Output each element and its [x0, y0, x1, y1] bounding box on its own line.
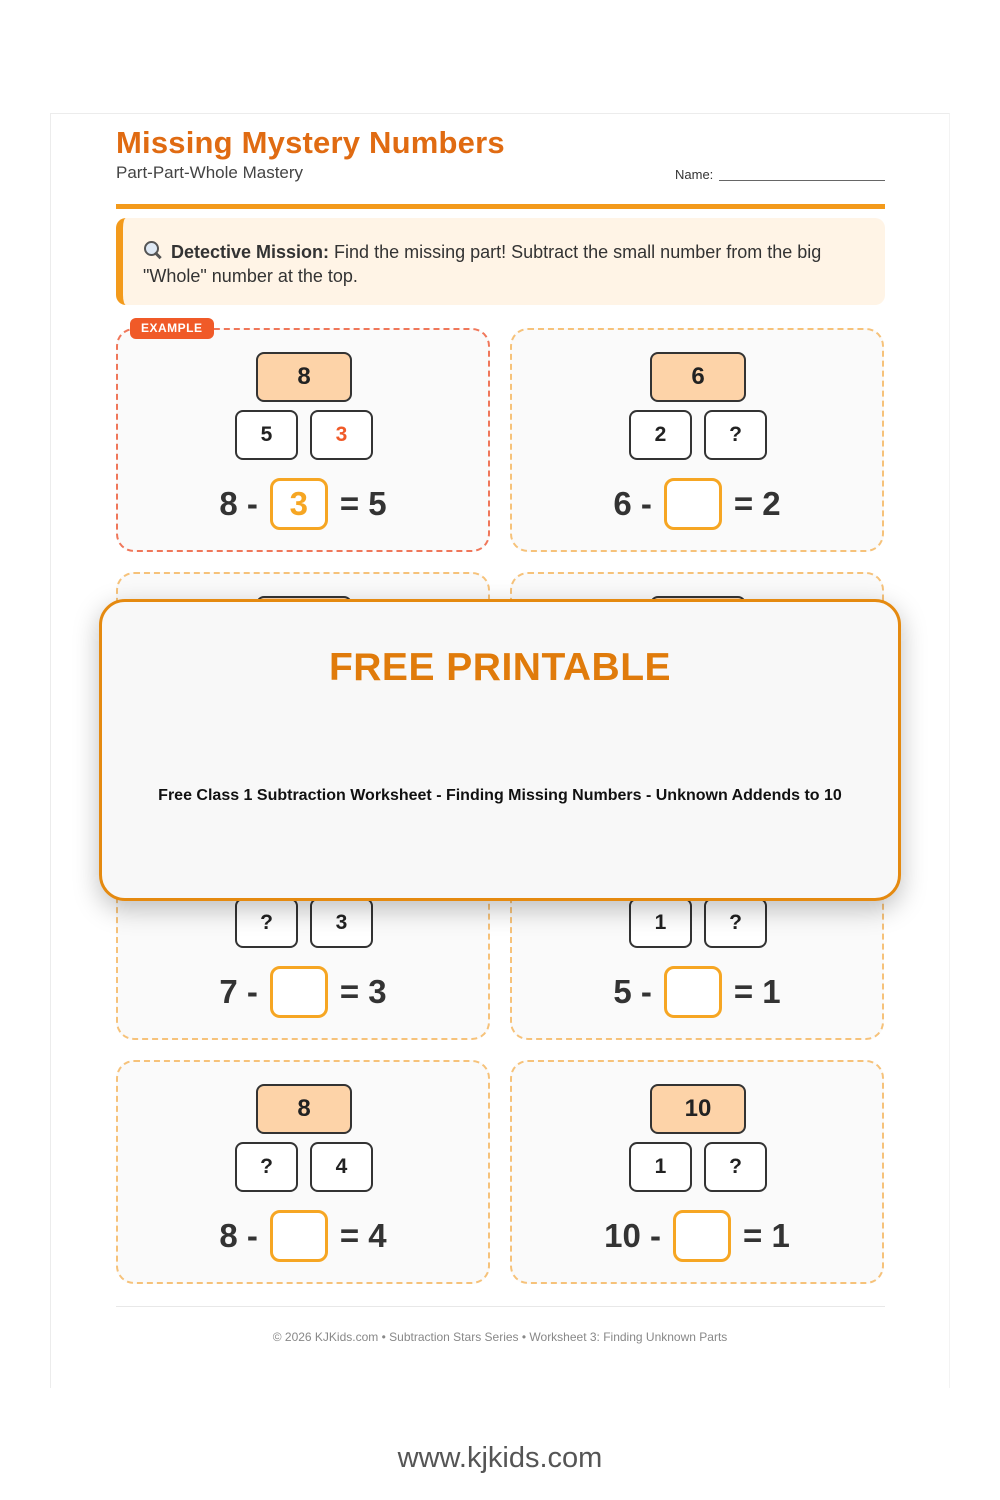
page-subtitle: Part-Part-Whole Mastery — [116, 163, 304, 182]
name-line — [719, 180, 885, 181]
equation — [118, 1210, 488, 1262]
part-box-right: 3 — [310, 410, 373, 460]
name-label: Name: — [675, 167, 714, 182]
problem-card — [116, 1060, 490, 1284]
whole-box: 10 — [650, 1084, 746, 1134]
equation-right: = 1 — [733, 973, 781, 1010]
answer-box[interactable] — [664, 478, 722, 530]
whole-box: 8 — [256, 352, 352, 402]
equation-right: = 3 — [339, 973, 387, 1010]
website-link[interactable]: www.kjkids.com — [397, 1442, 603, 1474]
answer-box[interactable] — [664, 966, 722, 1018]
equation-right: = 4 — [339, 1217, 387, 1254]
problem-card-example — [116, 328, 490, 552]
footer-divider — [116, 1306, 885, 1307]
equation — [512, 966, 882, 1018]
banner-title: FREE PRINTABLE — [328, 646, 672, 689]
part-box-right: 3 — [310, 898, 373, 948]
part-box-left: 1 — [629, 1142, 692, 1192]
magnifier-icon — [143, 241, 163, 259]
free-printable-banner — [99, 599, 901, 901]
equation-left: 7 - — [219, 973, 258, 1010]
whole-box: 8 — [256, 1084, 352, 1134]
equation — [512, 1210, 882, 1262]
part-box-left: ? — [235, 1142, 298, 1192]
part-box-left: ? — [235, 898, 298, 948]
equation-right: = 5 — [339, 485, 387, 522]
part-box-left: 2 — [629, 410, 692, 460]
page-title: Missing Mystery Numbers — [116, 125, 505, 160]
part-box-left: 1 — [629, 898, 692, 948]
part-box-right: 4 — [310, 1142, 373, 1192]
whole-box: 6 — [650, 352, 746, 402]
equation-right: = 1 — [743, 1217, 790, 1254]
part-box-left: 5 — [235, 410, 298, 460]
equation-left: 8 - — [219, 485, 258, 522]
equation — [118, 478, 488, 530]
part-box-right: ? — [704, 1142, 767, 1192]
footer-text: © 2026 KJKids.com • Subtraction Stars Series • Worksheet 3: Finding Unknown Parts — [272, 1330, 728, 1344]
equation — [512, 478, 882, 530]
banner-description: Free Class 1 Subtraction Worksheet - Finding Missing Numbers - Unknown Addends to 10 — [158, 787, 842, 804]
mission-text: Find the missing part! Subtract the small number from the big "Whole" number at the top. — [143, 242, 822, 286]
equation-left: 10 - — [604, 1217, 662, 1254]
mission-box — [116, 218, 885, 305]
equation-left: 8 - — [219, 1217, 258, 1254]
equation — [118, 966, 488, 1018]
answer-box: 3 — [270, 478, 328, 530]
answer-box[interactable] — [270, 966, 328, 1018]
part-box-right: ? — [704, 898, 767, 948]
problem-card — [510, 1060, 884, 1284]
problem-card — [510, 328, 884, 552]
answer-box[interactable] — [673, 1210, 731, 1262]
equation-left: 5 - — [613, 973, 652, 1010]
equation-right: = 2 — [733, 485, 781, 522]
example-badge: EXAMPLE — [130, 318, 214, 339]
equation-left: 6 - — [613, 485, 652, 522]
header-rule — [116, 204, 885, 209]
answer-box[interactable] — [270, 1210, 328, 1262]
part-box-right: ? — [704, 410, 767, 460]
mission-label: Detective Mission: — [171, 242, 330, 262]
